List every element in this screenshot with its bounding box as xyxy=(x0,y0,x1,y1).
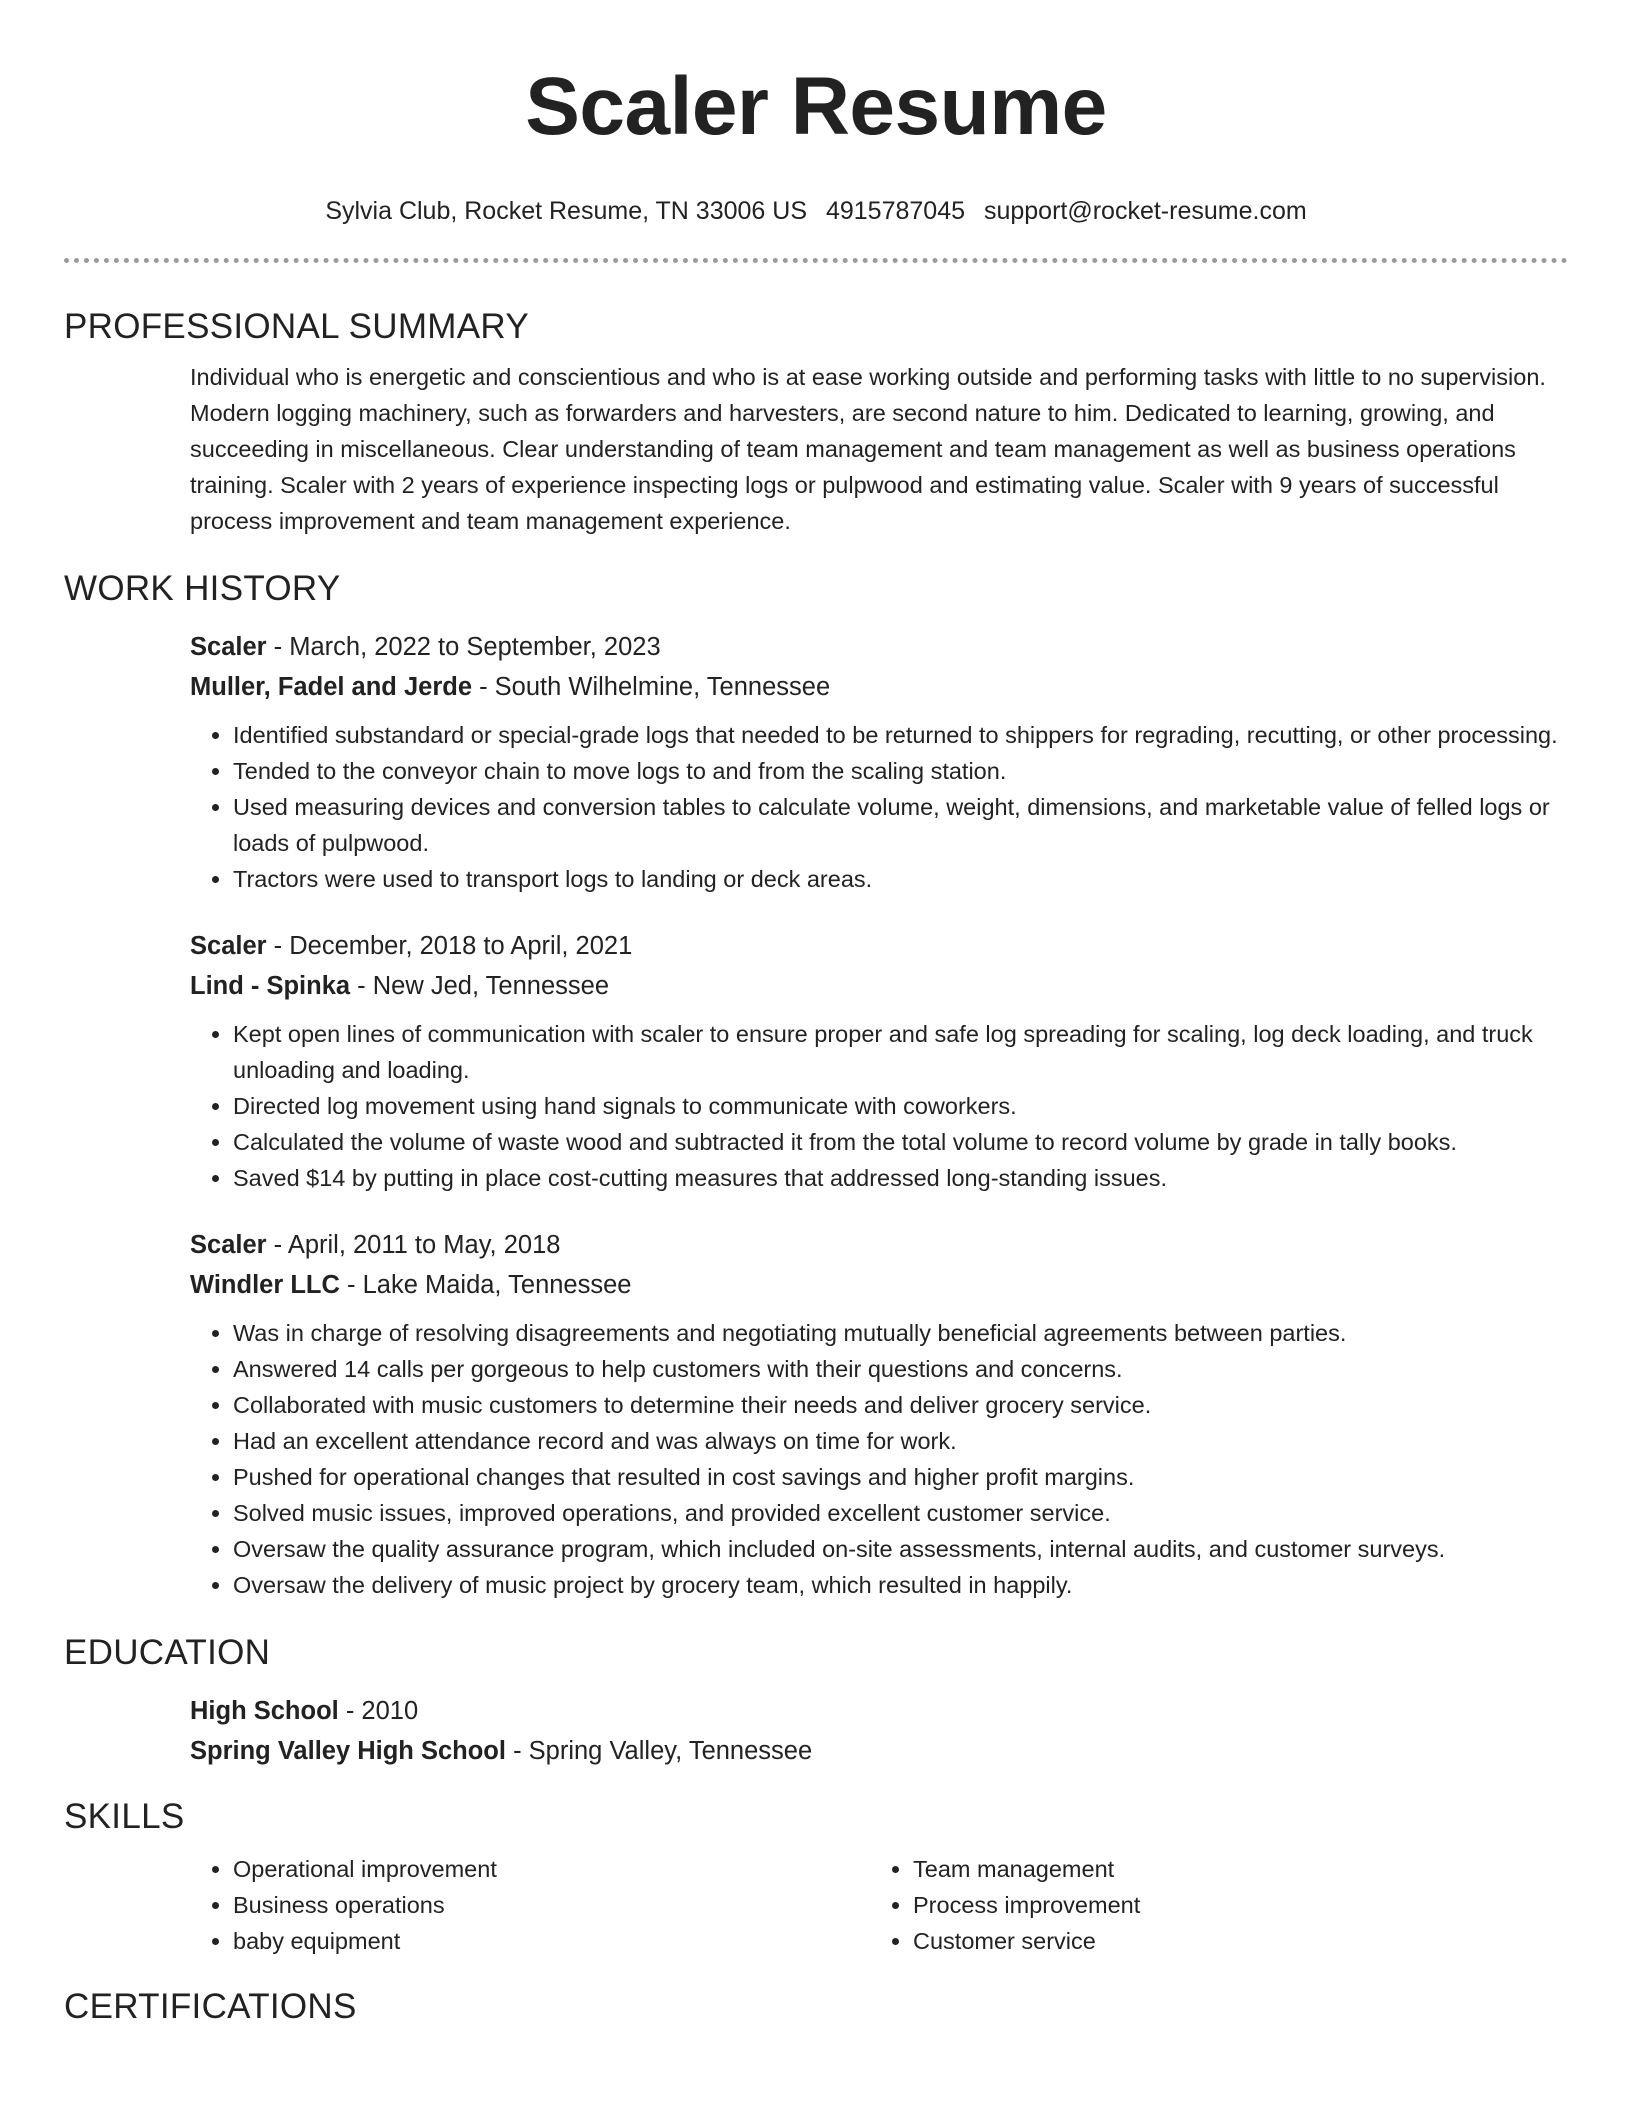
school-line xyxy=(190,1731,1568,1771)
list-item: • Oversaw the delivery of music project by grocery team, which resulted in happily. xyxy=(233,1567,1568,1603)
school-name: Spring Valley High School xyxy=(190,1737,506,1765)
job-entry-2 xyxy=(190,926,1568,1196)
job-company-line xyxy=(190,966,1568,1006)
job-location: - New Jed, Tennessee xyxy=(350,972,610,1000)
job-entry-1 xyxy=(190,627,1568,897)
skills-heading: SKILLS xyxy=(64,1797,185,1836)
list-item: • Tractors were used to transport logs to landing or deck areas. xyxy=(233,861,1568,897)
skill-item: • Process improvement xyxy=(913,1887,1550,1923)
job-bullets xyxy=(190,1315,1568,1603)
education-heading: EDUCATION xyxy=(64,1633,271,1672)
job-bullets xyxy=(190,717,1568,897)
skill-item: • Customer service xyxy=(913,1923,1550,1959)
job-company: Muller, Fadel and Jerde xyxy=(190,673,473,701)
contact-email: support@rocket-resume.com xyxy=(983,197,1307,225)
job-dates: - April, 2011 to May, 2018 xyxy=(266,1231,561,1259)
job-location: - South Wilhelmine, Tennessee xyxy=(472,673,831,701)
list-item: • Pushed for operational changes that resulted in cost savings and higher profit margins. xyxy=(233,1459,1568,1495)
contact-phone: 4915787045 xyxy=(825,197,966,225)
list-item: • Tended to the conveyor chain to move logs to and from the scaling station. xyxy=(233,753,1568,789)
list-item: • Calculated the volume of waste wood and subtracted it from the total volume to record volume by grade in tally books. xyxy=(233,1124,1568,1160)
skill-item: • baby equipment xyxy=(233,1923,870,1959)
list-item: • Was in charge of resolving disagreements and negotiating mutually beneficial agreements between parties. xyxy=(233,1315,1568,1351)
job-company-line xyxy=(190,667,1568,707)
job-dates: - December, 2018 to April, 2021 xyxy=(266,932,633,960)
job-role: Scaler xyxy=(190,932,267,960)
header-divider xyxy=(64,258,1568,263)
job-company-line xyxy=(190,1265,1568,1305)
job-role: Scaler xyxy=(190,633,267,661)
job-dates: - March, 2022 to September, 2023 xyxy=(266,633,661,661)
list-item: • Saved $14 by putting in place cost-cutting measures that addressed long-standing issues. xyxy=(233,1160,1568,1196)
skills-column-right xyxy=(870,1851,1550,1959)
degree: High School xyxy=(190,1697,339,1725)
list-item: • Had an excellent attendance record and was always on time for work. xyxy=(233,1423,1568,1459)
school-location: - Spring Valley, Tennessee xyxy=(505,1737,813,1765)
list-item: • Directed log movement using hand signals to communicate with coworkers. xyxy=(233,1088,1568,1124)
job-title-line xyxy=(190,1225,1568,1265)
skill-item: • Operational improvement xyxy=(233,1851,870,1887)
job-title-line xyxy=(190,926,1568,966)
job-company: Lind - Spinka xyxy=(190,972,351,1000)
list-item: • Solved music issues, improved operations, and provided excellent customer service. xyxy=(233,1495,1568,1531)
skills-column-left xyxy=(190,1851,870,1959)
summary-section xyxy=(190,359,1568,539)
skills-list xyxy=(190,1851,1568,1959)
list-item: • Collaborated with music customers to determine their needs and deliver grocery service. xyxy=(233,1387,1568,1423)
job-role: Scaler xyxy=(190,1231,267,1259)
contact-line xyxy=(64,196,1568,226)
certifications-heading: CERTIFICATIONS xyxy=(64,1987,357,2026)
job-location: - Lake Maida, Tennessee xyxy=(339,1271,632,1299)
list-item: • Identified substandard or special-grade logs that needed to be returned to shippers for regrading, recutting, or other processing. xyxy=(233,717,1568,753)
summary-text: Individual who is energetic and conscientious and who is at ease working outside and performing tasks with little to no supervision. Modern logging machinery, such as forwarders and harvesters, are second nature to him. Dedicated to learning, growing, and succeeding in miscellaneous. Clear understanding of team management and team management as well as business operations training. Scaler with 2 years of experience inspecting logs or pulpwood and estimating value. Scaler with 9 years of successful process improvement and team management experience. xyxy=(190,364,1546,534)
list-item: • Used measuring devices and conversion tables to calculate volume, weight, dimensions, and marketable value of felled logs or loads of pulpwood. xyxy=(233,789,1568,861)
list-item: • Oversaw the quality assurance program, which included on-site assessments, internal audits, and customer surveys. xyxy=(233,1531,1568,1567)
work-history-heading: WORK HISTORY xyxy=(64,569,341,608)
contact-address: Sylvia Club, Rocket Resume, TN 33006 US xyxy=(325,197,808,225)
resume-title: Scaler Resume xyxy=(525,61,1107,152)
summary-heading: PROFESSIONAL SUMMARY xyxy=(64,307,529,346)
job-entry-3 xyxy=(190,1225,1568,1603)
skill-item: • Business operations xyxy=(233,1887,870,1923)
degree-line xyxy=(190,1691,1568,1731)
list-item: • Answered 14 calls per gorgeous to help customers with their questions and concerns. xyxy=(233,1351,1568,1387)
education-entry xyxy=(190,1691,1568,1771)
degree-year: - 2010 xyxy=(338,1697,419,1725)
job-company: Windler LLC xyxy=(190,1271,340,1299)
skill-item: • Team management xyxy=(913,1851,1550,1887)
job-title-line xyxy=(190,627,1568,667)
job-bullets xyxy=(190,1016,1568,1196)
list-item: • Kept open lines of communication with scaler to ensure proper and safe log spreading for scaling, log deck loading, and truck unloading and loading. xyxy=(233,1016,1568,1088)
